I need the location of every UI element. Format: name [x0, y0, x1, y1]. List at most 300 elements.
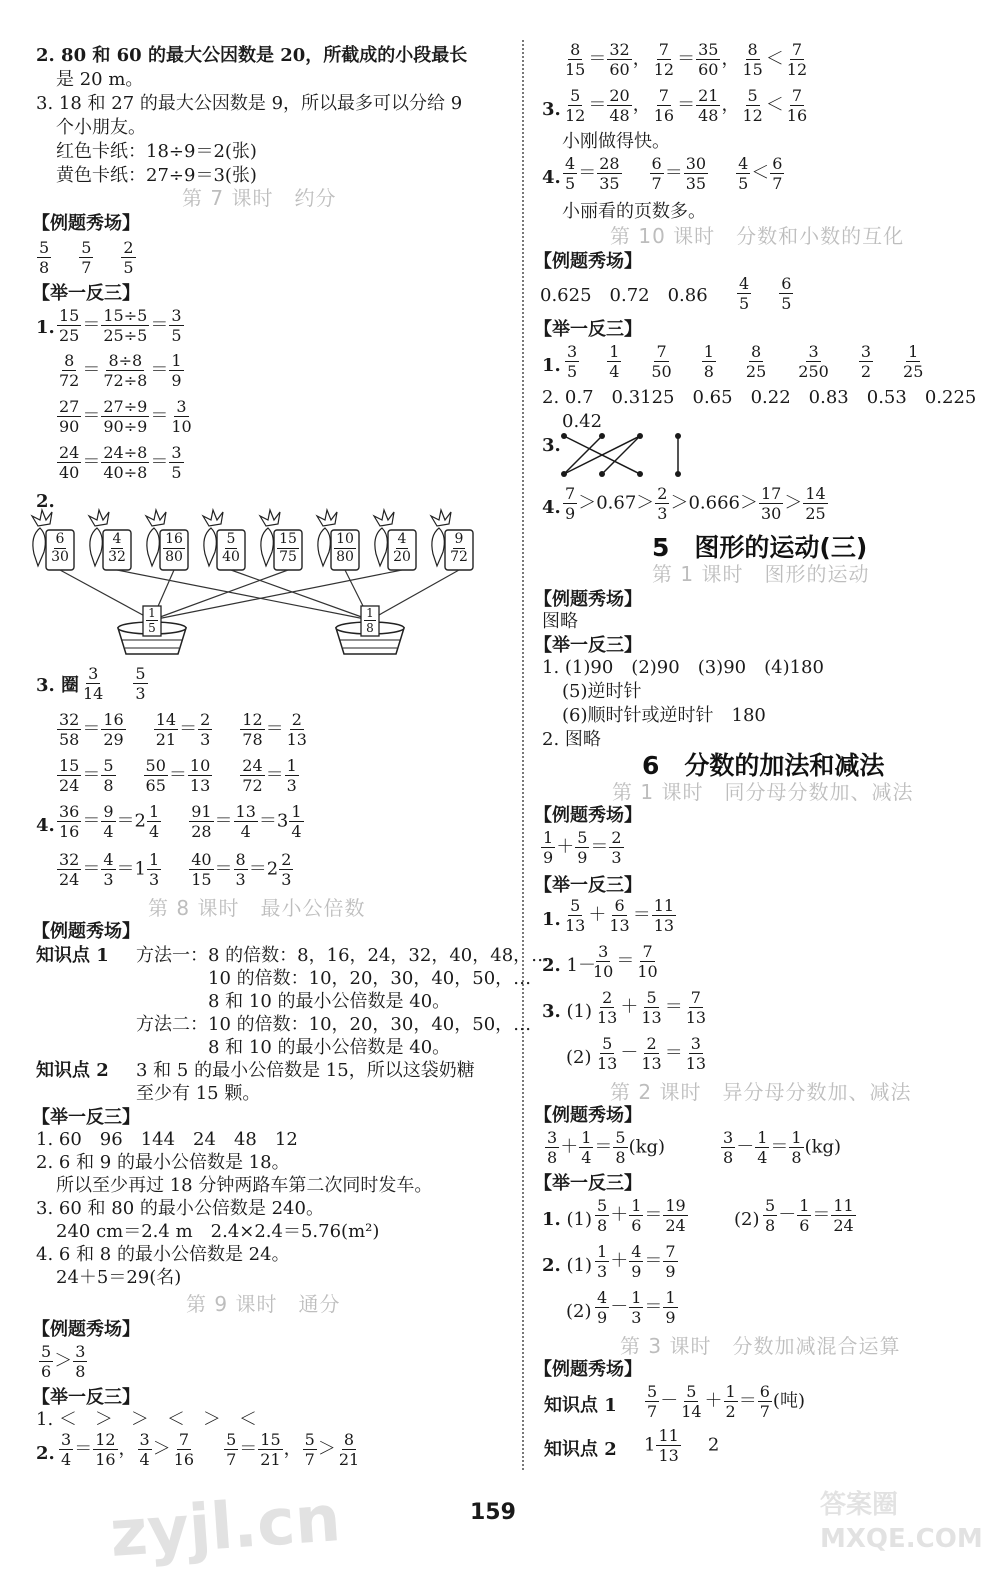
fraction: $\frac{5}{3}$ — [135, 664, 146, 703]
operator: ＝ — [812, 1204, 831, 1226]
answer-number: 2 — [707, 1434, 720, 1456]
ch6-l2-p2b — [594, 1288, 679, 1327]
operator: ＋ — [588, 904, 607, 926]
carrot-icon — [375, 528, 387, 566]
fraction: $\frac{14}{25}$ — [805, 484, 826, 523]
fraction: $\frac{1}{3}$ — [631, 1288, 642, 1327]
practice-header-5: 【举一反三】 — [534, 635, 642, 656]
operator: ＞ — [670, 492, 689, 514]
operator: ＝ — [664, 996, 683, 1018]
fraction: $\frac{3}{5}$ — [171, 306, 182, 345]
k1-line4: 方法二：10 的倍数：10，20，30，40，50，… — [136, 1014, 532, 1035]
carrot-label — [46, 531, 74, 566]
operator: ＝ — [150, 451, 169, 473]
fraction: $\frac{24\div 8}{40\div 8}$ — [103, 443, 148, 482]
fraction: $\frac{3}{2}$ — [860, 342, 872, 381]
fraction: $\frac{8}{3}$ — [235, 850, 246, 889]
watermark-left: zyjl.cn — [107, 1482, 343, 1572]
fraction: $\frac{1}{3}$ — [149, 850, 160, 889]
operator: ＝ — [179, 718, 198, 740]
operator: ＞ — [317, 1438, 336, 1460]
fraction: $\frac{7}{13}$ — [685, 988, 707, 1027]
carrot-icon — [432, 528, 444, 566]
example-header-4: 【例题秀场】 — [534, 251, 642, 272]
fraction: $\frac{1}{3}$ — [286, 756, 297, 795]
operator: ＝ — [82, 718, 101, 740]
l8-p3b: 240 cm＝2.4 m 2.4×2.4＝5.76(m²) — [56, 1221, 380, 1242]
fraction: $\frac{3}{5}$ — [171, 443, 182, 482]
section-ch6-lesson2: 第 2 课时 异分母分数加、减法 — [610, 1080, 912, 1104]
unit: (吨) — [772, 1390, 805, 1412]
l9-p2-label: 2. — [36, 1443, 55, 1464]
operator: ＝ — [116, 858, 135, 880]
fraction: $\frac{2}{3}$ — [611, 828, 622, 867]
connection-line — [152, 570, 288, 620]
ch6-l1-p1 — [562, 896, 677, 935]
operator: ＝ — [677, 94, 696, 116]
fraction: $\frac{2}{13}$ — [641, 1034, 662, 1073]
fraction: $\frac{5}{40}$ — [222, 531, 240, 565]
fraction: $\frac{3}{10}$ — [171, 397, 192, 436]
fraction: $\frac{8}{25}$ — [745, 342, 767, 381]
fraction: $\frac{15\div 5}{25\div 5}$ — [103, 306, 148, 345]
operator: ＜ — [765, 48, 784, 70]
operator: ＝ — [265, 718, 284, 740]
l8-p2b: 所以至少再过 18 分钟两路车第二次同时发车。 — [56, 1175, 433, 1196]
ch6-l1-p1-label: 1. — [542, 909, 561, 930]
operator: ＝ — [644, 1296, 663, 1318]
operator: ＞ — [152, 1438, 171, 1460]
fraction: $\frac{7}{9}$ — [665, 1242, 676, 1281]
operator: ＝ — [150, 359, 169, 381]
operator: ＝ — [150, 405, 169, 427]
fraction: $\frac{8}{72}$ — [59, 351, 80, 390]
fraction: $\frac{2}{5}$ — [123, 238, 134, 277]
carrot-label — [331, 531, 359, 566]
q1-label: 1. — [36, 317, 55, 338]
l8-p2: 2. 6 和 9 的最小公倍数是 18。 — [36, 1152, 290, 1173]
carrot-matching-diagram — [0, 0, 520, 680]
ch6-l1-p3b — [594, 1034, 709, 1073]
fraction: $\frac{8}{15}$ — [742, 40, 763, 79]
ch6-l2-p1b — [762, 1196, 857, 1235]
fraction: $\frac{8\div 8}{72\div 8}$ — [103, 351, 148, 390]
lesson10-ex-decimals: 0.625 0.72 0.86 — [540, 285, 708, 306]
fraction: $\frac{1}{4}$ — [291, 802, 302, 841]
ch6-l2-example-1 — [544, 1128, 665, 1167]
practice-header-7: 【举一反三】 — [534, 1173, 642, 1194]
fraction: $\frac{27\div 9}{90\div 9}$ — [103, 397, 148, 436]
operator: ＞ — [784, 492, 803, 514]
operator: ＋ — [610, 1204, 629, 1226]
operator: － — [660, 1390, 679, 1412]
fraction: $\frac{1}{4}$ — [581, 1128, 592, 1167]
decimal: 0.67 — [596, 492, 637, 514]
operator: ， — [721, 48, 740, 70]
carrot-leaves-icon — [32, 510, 52, 526]
lesson9-example — [38, 1342, 88, 1381]
fraction: $\frac{5}{13}$ — [641, 988, 662, 1027]
column-divider — [522, 40, 524, 1470]
fraction: $\frac{7}{12}$ — [786, 40, 808, 79]
fraction: $\frac{27}{90}$ — [59, 397, 80, 436]
example-header-6: 【例题秀场】 — [534, 805, 642, 826]
l10-p4-label: 4. — [542, 497, 561, 518]
operator: ＝ — [168, 764, 187, 786]
carrot-leaves-icon — [431, 510, 451, 526]
decimal: 0.666 — [688, 492, 740, 514]
chapter-5-title: 5 图形的运动(三) — [652, 533, 868, 562]
operator: ＋ — [556, 836, 575, 858]
fraction: $\frac{5}{8}$ — [39, 238, 50, 277]
example-header-8: 【例题秀场】 — [534, 1359, 642, 1380]
practice-header-3: 【举一反三】 — [32, 1387, 140, 1408]
operator: ＝ — [150, 314, 169, 336]
operator: ＝ — [644, 1250, 663, 1272]
fraction: $\frac{2}{13}$ — [286, 710, 307, 749]
fraction: $\frac{3}{8}$ — [723, 1128, 734, 1167]
operator: － — [736, 1136, 755, 1158]
fraction: $\frac{12}{16}$ — [95, 1430, 116, 1469]
operator: ＝ — [770, 1136, 789, 1158]
section-ch6-lesson1: 第 1 课时 同分母分数加、减法 — [612, 780, 914, 804]
carrot-label — [217, 531, 245, 566]
ch6-l1-p3b-label: (2) — [566, 1047, 592, 1068]
fraction: $\frac{3}{8}$ — [75, 1342, 86, 1381]
operator: ＋ — [704, 1390, 723, 1412]
lesson10-ex-fractions — [736, 274, 794, 313]
k1-line3: 8 和 10 的最小公倍数是 40。 — [208, 991, 451, 1012]
fraction: $\frac{11}{13}$ — [658, 1426, 679, 1465]
k1-line1: 方法一：8 的倍数：8，16，24，32，40，48，… — [136, 945, 550, 966]
fraction: $\frac{14}{21}$ — [155, 710, 177, 749]
fraction: $\frac{3}{8}$ — [547, 1128, 558, 1167]
operator: ＝ — [82, 405, 101, 427]
ch6-l2-p1a — [594, 1196, 689, 1235]
operator: ， — [118, 1438, 137, 1460]
fraction: $\frac{2}{3}$ — [281, 850, 292, 889]
operator: ＋ — [610, 1250, 629, 1272]
operator: ＜ — [751, 162, 770, 184]
section-lesson9: 第 9 课时 通分 — [186, 1292, 341, 1316]
fraction: $\frac{15}{24}$ — [59, 756, 80, 795]
fraction: $\frac{7}{9}$ — [565, 484, 576, 523]
fraction: $\frac{5}{14}$ — [681, 1382, 702, 1421]
operator: ＝ — [578, 162, 597, 184]
fraction: $\frac{2}{3}$ — [200, 710, 211, 749]
operator: ＞ — [636, 492, 655, 514]
fraction: $\frac{5}{8}$ — [615, 1128, 626, 1167]
l10-p3-label: 3. — [542, 435, 561, 456]
fraction: $\frac{3}{250}$ — [798, 342, 829, 381]
fraction: $\frac{3}{5}$ — [567, 342, 578, 381]
ch6-l3-k2 — [644, 1426, 719, 1465]
section-lesson10: 第 10 课时 分数和小数的互化 — [610, 224, 905, 248]
basket-label — [143, 606, 161, 635]
r-q3-answer: 小刚做得快。 — [562, 131, 670, 152]
fraction: $\frac{15}{75}$ — [279, 531, 297, 565]
l8-p4b: 24＋5＝29(名) — [56, 1267, 182, 1288]
l9-p1: 1. ＜ ＞ ＞ ＜ ＞ ＜ — [36, 1409, 257, 1430]
operator: ＝ — [590, 836, 609, 858]
r-q3-row — [562, 86, 810, 125]
fraction: $\frac{13}{4}$ — [235, 802, 256, 841]
fraction: $\frac{7}{16}$ — [173, 1430, 195, 1469]
knowledge-point-2: 知识点 2 — [36, 1060, 109, 1081]
operator: ， — [283, 1438, 302, 1460]
operator: ＝ — [82, 314, 101, 336]
operator: ， — [632, 94, 651, 116]
fraction: $\frac{40}{15}$ — [191, 850, 212, 889]
fraction: $\frac{6}{30}$ — [51, 531, 69, 565]
fraction: $\frac{24}{40}$ — [59, 443, 80, 482]
k2-line2: 至少有 15 颗。 — [136, 1083, 261, 1104]
example-header-5: 【例题秀场】 — [534, 589, 642, 610]
fraction: $\frac{1}{3}$ — [597, 1242, 608, 1281]
fraction: $\frac{24}{72}$ — [242, 756, 263, 795]
fraction: $\frac{5}{7}$ — [226, 1430, 237, 1469]
l8-p3: 3. 60 和 80 的最小公倍数是 240。 — [36, 1198, 324, 1219]
operator: ＝ — [632, 904, 651, 926]
l8-p4: 4. 6 和 8 的最小公倍数是 24。 — [36, 1244, 290, 1265]
q3-circle-fractions — [80, 664, 149, 703]
ch5-p2: 2. 图略 — [542, 729, 601, 750]
k1-line2: 10 的倍数：10，20，30，40，50，… — [208, 968, 532, 989]
carrot-label — [103, 531, 131, 566]
fraction: $\frac{6}{13}$ — [609, 896, 630, 935]
fraction: $\frac{4}{5}$ — [739, 274, 750, 313]
operator: ＝ — [265, 764, 284, 786]
q3-line3: 红色卡纸：18÷9＝2(张) — [56, 141, 257, 162]
operator: ＝ — [616, 950, 635, 972]
fraction: $\frac{10}{80}$ — [336, 531, 354, 565]
carrot-leaves-icon — [146, 510, 166, 526]
fraction: $\frac{4}{32}$ — [108, 531, 126, 565]
fraction: $\frac{1}{4}$ — [149, 802, 160, 841]
fraction: $\frac{3}{4}$ — [139, 1430, 150, 1469]
practice-header-6: 【举一反三】 — [534, 875, 642, 896]
fraction: $\frac{3}{13}$ — [685, 1034, 707, 1073]
fraction: $\frac{1}{8}$ — [703, 342, 714, 381]
operator: ， — [632, 48, 651, 70]
operator: ＝ — [116, 810, 135, 832]
operator: ＝ — [588, 48, 607, 70]
k2-line1: 3 和 5 的最小公倍数是 15，所以这袋奶糖 — [136, 1060, 475, 1081]
fraction: $\frac{6}{7}$ — [759, 1382, 770, 1421]
operator: ＝ — [644, 1204, 663, 1226]
fraction: $\frac{3}{4}$ — [61, 1430, 72, 1469]
carrot-icon — [318, 528, 330, 566]
fraction: $\frac{5}{12}$ — [742, 86, 763, 125]
fraction: $\frac{1}{9}$ — [543, 828, 554, 867]
whole-number: 2 — [134, 810, 146, 832]
basket-label — [361, 606, 379, 635]
fraction: $\frac{16}{29}$ — [103, 710, 124, 749]
whole-number: 1 — [134, 858, 146, 880]
ch5-p1: 1. (1)90 (2)90 (3)90 (4)180 — [542, 657, 824, 678]
fraction: $\frac{5}{13}$ — [597, 1034, 618, 1073]
practice-header-2: 【举一反三】 — [32, 1107, 140, 1128]
ch6-l2-p2-label: 2. (1) — [542, 1255, 593, 1276]
fraction: $\frac{32}{58}$ — [59, 710, 80, 749]
fraction: $\frac{5}{6}$ — [41, 1342, 52, 1381]
q3-line2: 个小朋友。 — [56, 117, 146, 138]
r-q4-row — [562, 154, 785, 193]
fraction: $\frac{1}{6}$ — [799, 1196, 810, 1235]
fraction: $\frac{1}{4}$ — [609, 342, 620, 381]
operator: ＝ — [258, 810, 277, 832]
fraction: $\frac{2}{3}$ — [657, 484, 668, 523]
carrot-label — [160, 531, 188, 566]
operator: ＝ — [588, 94, 607, 116]
lesson10-p2: 2. 0.7 0.3125 0.65 0.22 0.83 0.53 0.225 — [542, 387, 977, 408]
carrot-leaves-icon — [260, 510, 280, 526]
practice-header-4: 【举一反三】 — [534, 319, 642, 340]
fraction: $\frac{16}{80}$ — [165, 531, 183, 565]
operator: ＝ — [82, 359, 101, 381]
fraction: $\frac{5}{8}$ — [103, 756, 114, 795]
fraction: $\frac{1}{5}$ — [148, 606, 156, 635]
q3-line1: 3. 18 和 27 的最大公因数是 9，所以最多可以分给 9 — [36, 93, 463, 114]
fraction: $\frac{5}{13}$ — [565, 896, 586, 935]
fraction: $\frac{17}{30}$ — [760, 484, 782, 523]
operator: ＝ — [82, 764, 101, 786]
operator: － — [610, 1296, 629, 1318]
q3-row-2 — [56, 756, 300, 795]
carrot-leaves-icon — [203, 510, 223, 526]
fraction: $\frac{10}{13}$ — [189, 756, 211, 795]
fraction: $\frac{50}{65}$ — [145, 756, 166, 795]
operator: ＝ — [738, 1390, 757, 1412]
operator: ＋ — [560, 1136, 579, 1158]
ch6-l2-p1b-label: (2) — [734, 1209, 760, 1230]
section-ch5-lesson1: 第 1 课时 图形的运动 — [652, 562, 870, 586]
fraction: $\frac{15}{21}$ — [260, 1430, 281, 1469]
q2-label: 2. — [36, 491, 55, 512]
fraction: $\frac{11}{13}$ — [653, 896, 675, 935]
ch6-l2-p1-label: 1. (1) — [542, 1209, 593, 1230]
fraction: $\frac{4}{9}$ — [631, 1242, 642, 1281]
fraction: $\frac{15}{25}$ — [59, 306, 80, 345]
ch5-example: 图略 — [542, 611, 578, 632]
operator: － — [778, 1204, 797, 1226]
q4-label: 4. — [36, 815, 55, 836]
fraction: $\frac{5}{7}$ — [304, 1430, 315, 1469]
operator: ＝ — [82, 810, 101, 832]
l8-p1: 1. 60 96 144 24 48 12 — [36, 1129, 298, 1150]
matching-lines-diagram — [560, 432, 690, 482]
l9-p2 — [58, 1430, 362, 1469]
fraction: $\frac{4}{5}$ — [738, 154, 749, 193]
fraction: $\frac{4}{9}$ — [597, 1288, 608, 1327]
r-knowledge-point-2: 知识点 2 — [544, 1439, 617, 1460]
fraction: $\frac{4}{5}$ — [565, 154, 576, 193]
example-header-2: 【例题秀场】 — [32, 921, 140, 942]
fraction: $\frac{21}{48}$ — [698, 86, 719, 125]
r-q4-answer: 小丽看的页数多。 — [562, 201, 706, 222]
section-ch6-lesson3: 第 3 课时 分数加减混合运算 — [620, 1334, 901, 1358]
fraction: $\frac{7}{16}$ — [653, 86, 675, 125]
fraction: $\frac{6}{7}$ — [651, 154, 662, 193]
lesson10-p2b: 0.42 — [562, 411, 603, 432]
operator: ＞ — [739, 492, 758, 514]
carrot-icon — [90, 528, 102, 566]
fraction: $\frac{5}{7}$ — [81, 238, 92, 277]
r-q4-label: 4. — [542, 167, 561, 188]
ch6-l3-k1 — [644, 1382, 805, 1421]
whole-number: 3 — [276, 810, 289, 832]
connection-line — [370, 570, 459, 620]
ch6-l1-p2-label: 2. 1－ — [542, 955, 596, 976]
fraction: $\frac{9}{4}$ — [103, 802, 114, 841]
fraction: $\frac{28}{35}$ — [599, 154, 620, 193]
unit: (kg) — [628, 1136, 666, 1158]
operator: ＝ — [74, 1438, 93, 1460]
fraction: $\frac{1}{25}$ — [903, 342, 924, 381]
ch6-l2-example-2 — [720, 1128, 841, 1167]
ch6-l2-p2a — [594, 1242, 679, 1281]
ch6-l1-p3a — [594, 988, 709, 1027]
section-lesson7: 第 7 课时 约分 — [182, 186, 337, 210]
fraction: $\frac{2}{13}$ — [597, 988, 618, 1027]
operator: ＝ — [664, 1042, 683, 1064]
carrot-leaves-icon — [317, 510, 337, 526]
r-knowledge-point-1: 知识点 1 — [544, 1395, 617, 1416]
fraction: $\frac{1}{4}$ — [757, 1128, 768, 1167]
fraction: $\frac{1}{9}$ — [171, 351, 182, 390]
fraction: $\frac{30}{35}$ — [685, 154, 707, 193]
fraction: $\frac{1}{6}$ — [631, 1196, 642, 1235]
operator: ＞ — [578, 492, 597, 514]
l10-p1-label: 1. — [542, 355, 561, 376]
match-line — [564, 436, 602, 474]
section-lesson8: 第 8 课时 最小公倍数 — [148, 896, 366, 920]
practice-header: 【举一反三】 — [32, 283, 140, 304]
q3-line4: 黄色卡纸：27÷9＝3(张) — [56, 165, 257, 186]
fraction: $\frac{6}{5}$ — [781, 274, 792, 313]
operator: ＝ — [239, 1438, 258, 1460]
ch5-p1-6: (6)顺时针或逆时针 180 — [562, 705, 766, 726]
operator: ＝ — [82, 451, 101, 473]
operator: ＝ — [664, 162, 683, 184]
fraction: $\frac{32}{60}$ — [609, 40, 630, 79]
fraction: $\frac{7}{50}$ — [651, 342, 672, 381]
unit: (kg) — [804, 1136, 842, 1158]
operator: ＝ — [248, 858, 267, 880]
knowledge-point-1: 知识点 1 — [36, 945, 109, 966]
fraction: $\frac{4}{3}$ — [103, 850, 114, 889]
watermark-right: 答案圈 MXQE.COM — [820, 1490, 983, 1554]
operator: ＝ — [214, 858, 233, 880]
fraction: $\frac{11}{24}$ — [833, 1196, 854, 1235]
operator: ＝ — [594, 1136, 613, 1158]
operator: ＋ — [620, 996, 639, 1018]
fraction: $\frac{7}{10}$ — [637, 942, 658, 981]
carrot-leaves-icon — [374, 510, 394, 526]
ch6-l1-p2 — [590, 942, 661, 981]
fraction: $\frac{1}{2}$ — [725, 1382, 736, 1421]
lesson10-p4 — [562, 484, 829, 523]
fraction: $\frac{5}{8}$ — [597, 1196, 608, 1235]
q2-line1: 2. 80 和 60 的最大公因数是 20，所截成的小段最长 — [36, 45, 468, 66]
fraction: $\frac{9}{72}$ — [450, 531, 468, 565]
q2-line2: 是 20 m。 — [56, 69, 144, 90]
match-line — [602, 436, 640, 474]
r-q3-label: 3. — [542, 99, 561, 120]
operator: ＝ — [677, 48, 696, 70]
lesson10-p1 — [564, 342, 926, 381]
fraction: $\frac{19}{24}$ — [665, 1196, 686, 1235]
